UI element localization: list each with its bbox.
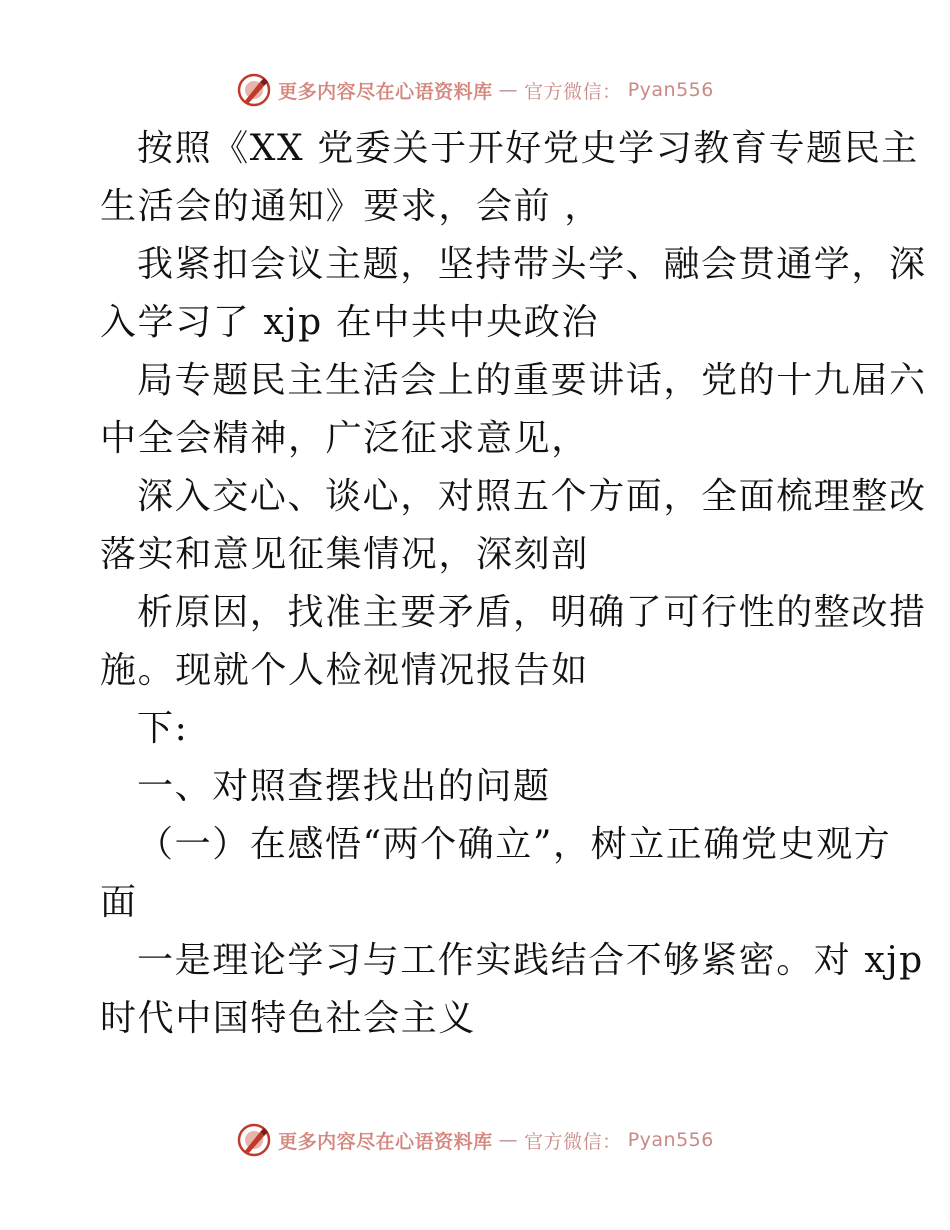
text-line: 析原因，找准主要矛盾，明确了可行性的整改措	[137, 592, 927, 633]
watermark-handle: Pyan556	[627, 1129, 714, 1151]
watermark-handle: Pyan556	[627, 79, 714, 101]
subsection-heading-continued: 面	[100, 882, 138, 923]
text-line: 施。现就个人检视情况报告如	[100, 650, 589, 691]
text-line: 中全会精神，广泛征求意见，	[100, 418, 589, 459]
watermark-brand: 更多内容尽在心语资料库	[278, 80, 493, 103]
text-line: 入学习了 xjp 在中共中央政治	[100, 302, 599, 343]
watermark-separator: —	[498, 1129, 519, 1151]
text-line: 按照《XX 党委关于开好党史学习教育专题民主	[137, 128, 919, 169]
subsection-heading: （一）在感悟“两个确立”，树立正确党史观方	[137, 824, 892, 865]
document-body	[100, 120, 927, 1048]
pen-logo-icon	[236, 72, 272, 108]
watermark-header	[0, 70, 950, 110]
text-line: 深入交心、谈心，对照五个方面，全面梳理整改	[137, 476, 927, 517]
text-line: 落实和意见征集情况，深刻剖	[100, 534, 589, 575]
text-line: 我紧扣会议主题，坚持带头学、融会贯通学，深	[137, 244, 927, 285]
text-line: 下:	[137, 708, 189, 749]
watermark-footer	[0, 1120, 950, 1160]
pen-logo-icon	[236, 1122, 272, 1158]
text-line: 时代中国特色社会主义	[100, 998, 477, 1039]
text-line: 生活会的通知》要求，会前 ，	[100, 186, 602, 227]
watermark-label: 官方微信：	[524, 80, 622, 103]
section-heading: 一、对照查摆找出的问题	[137, 766, 551, 807]
watermark-brand: 更多内容尽在心语资料库	[278, 1130, 493, 1153]
text-line: 局专题民主生活会上的重要讲话，党的十九届六	[137, 360, 927, 401]
watermark-separator: —	[498, 79, 519, 101]
watermark-label: 官方微信：	[524, 1130, 622, 1153]
text-line: 一是理论学习与工作实践结合不够紧密。对 xjp	[137, 940, 924, 981]
